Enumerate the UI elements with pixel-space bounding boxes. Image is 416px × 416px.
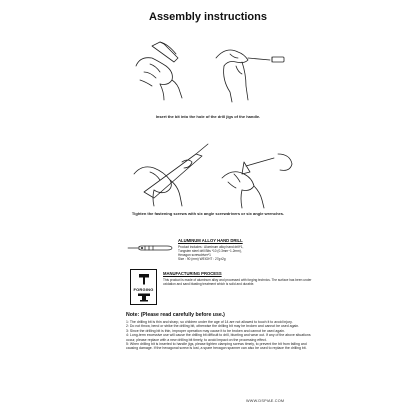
- page-title: Assembly instructions: [149, 11, 267, 23]
- step1-caption: Insert the bit into the hole of the drill jigs of the handle.: [155, 114, 261, 119]
- manufacturing-title: MANUFACTURING PROCESS: [163, 271, 222, 276]
- step1-illustration-handle: [130, 36, 210, 106]
- notes-title: Note: (Please read carefully before use.): [126, 312, 225, 318]
- step2-caption: Tighten the fastening screws with six angle screwdrivers or six angle wrenches.: [131, 211, 285, 216]
- step1-illustration-bit: [212, 40, 292, 106]
- notes-list: [126, 320, 312, 351]
- footer-url: WWW.DSPIAE.COM: [246, 399, 285, 403]
- forging-logo: [130, 269, 157, 305]
- product-title: ALUMINUM ALLOY HAND DRILL: [178, 238, 243, 243]
- note-item: 1: The drilling bit is thin and sharp, so children under the age of 14 are not allowed to touch it to avoid injury.: [126, 320, 293, 324]
- hand-drill-icon: [127, 244, 173, 252]
- product-details: [178, 245, 308, 261]
- forging-logo-text: FORGING: [133, 287, 154, 292]
- note-item: 3: Since the drilling bit is thin, improper operation may cause it to be broken and cannot be used again.: [126, 328, 285, 333]
- note-item: 2: Do not throw, bend or strike the drilling bit, otherwise the drilling bit may be broken and cannot be used again.: [126, 324, 300, 329]
- hammer-icon: [138, 273, 150, 285]
- manufacturing-text: This product is made of aluminum alloy and processed with forging technics. The surface has been under oxidation and sand blasting treatment which is solid and durable.: [163, 278, 312, 286]
- product-detail-line: Product includes : Aluminum alloy hand drill*1,: [178, 245, 244, 249]
- note-item: 4: Long-term excessive use will cause the drilling bit difficult to drill, blunting and wear out. If any of the above situations occur, please replace with a new drilling bit timely, to avoid impact on the processing effect.: [126, 333, 311, 342]
- product-detail-line: Tungsten steel drill Bits *10 (0.3mm~1.2mm),: [178, 249, 242, 253]
- note-item: 5: When drilling bit is inserted to handle jigs, please tighten clamping screws timely, to prevent the bit from falling and causing damage. If the hexagonal screw is lost, a spare hexagon spanner can also be used to replace the drilling bit.: [126, 342, 307, 351]
- anvil-icon: [137, 293, 151, 302]
- product-detail-line: Hexagon screwdriver*1: [178, 253, 211, 257]
- step2-illustration-screwdriver: [216, 148, 296, 210]
- product-detail-line: Size : 90 (mm) WEIGHT : 27g±2g: [178, 257, 226, 261]
- step2-illustration-handle: [132, 140, 216, 210]
